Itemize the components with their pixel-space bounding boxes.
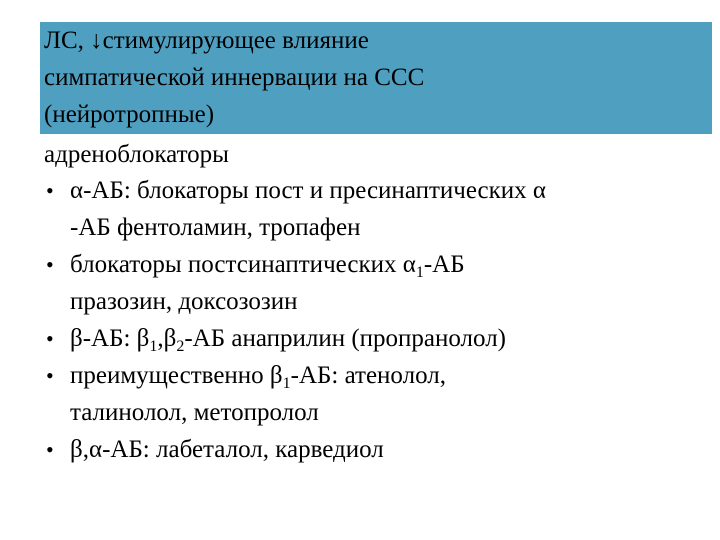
list-item <box>44 431 714 468</box>
list-item-text <box>70 357 714 394</box>
slide-title <box>44 22 704 133</box>
list-item <box>44 320 714 357</box>
text-fragment: ,β <box>157 325 177 352</box>
list-item-text <box>70 246 714 283</box>
list-item <box>44 172 714 246</box>
title-line-1: ЛС, ↓стимулирующее влияние <box>44 27 369 54</box>
title-line-2: симпатической иннервации на ССС <box>44 64 425 91</box>
bullet-dot-icon: • <box>46 252 54 277</box>
bullet-dot-icon: • <box>46 437 54 462</box>
text-fragment: β-АБ: β <box>70 325 150 352</box>
text-fragment: -АБ <box>423 251 465 278</box>
subscript: 2 <box>176 338 185 355</box>
subscript: 1 <box>149 338 158 355</box>
title-line-3: (нейротропные) <box>44 101 215 128</box>
text-fragment: -АБ анаприлин (пропранолол) <box>184 325 507 352</box>
list-item-text: празозин, доксозозин <box>70 288 298 315</box>
list-item-text: -АБ фентоламин, тропафен <box>70 214 361 241</box>
intro-heading: адреноблокаторы <box>44 141 229 168</box>
text-fragment: блокаторы постсинаптических α <box>70 251 416 278</box>
list-item-text: β,α-АБ: лабеталол, карведиол <box>70 436 384 463</box>
list-item-text: талинолол, метопролол <box>70 399 319 426</box>
list-item <box>44 357 714 431</box>
list-item-text: α-АБ: блокаторы пост и пресинаптических α <box>70 177 547 204</box>
text-fragment: преимущественно β <box>70 362 283 389</box>
bullet-dot-icon: • <box>46 363 54 388</box>
bullet-dot-icon: • <box>46 326 54 351</box>
list-item <box>44 246 714 320</box>
text-fragment: -АБ: атенолол, <box>290 362 446 389</box>
subscript: 1 <box>415 264 424 281</box>
bullet-dot-icon: • <box>46 178 54 203</box>
subscript: 1 <box>282 375 291 392</box>
list-item-text <box>70 320 714 357</box>
bullet-list <box>44 172 714 468</box>
